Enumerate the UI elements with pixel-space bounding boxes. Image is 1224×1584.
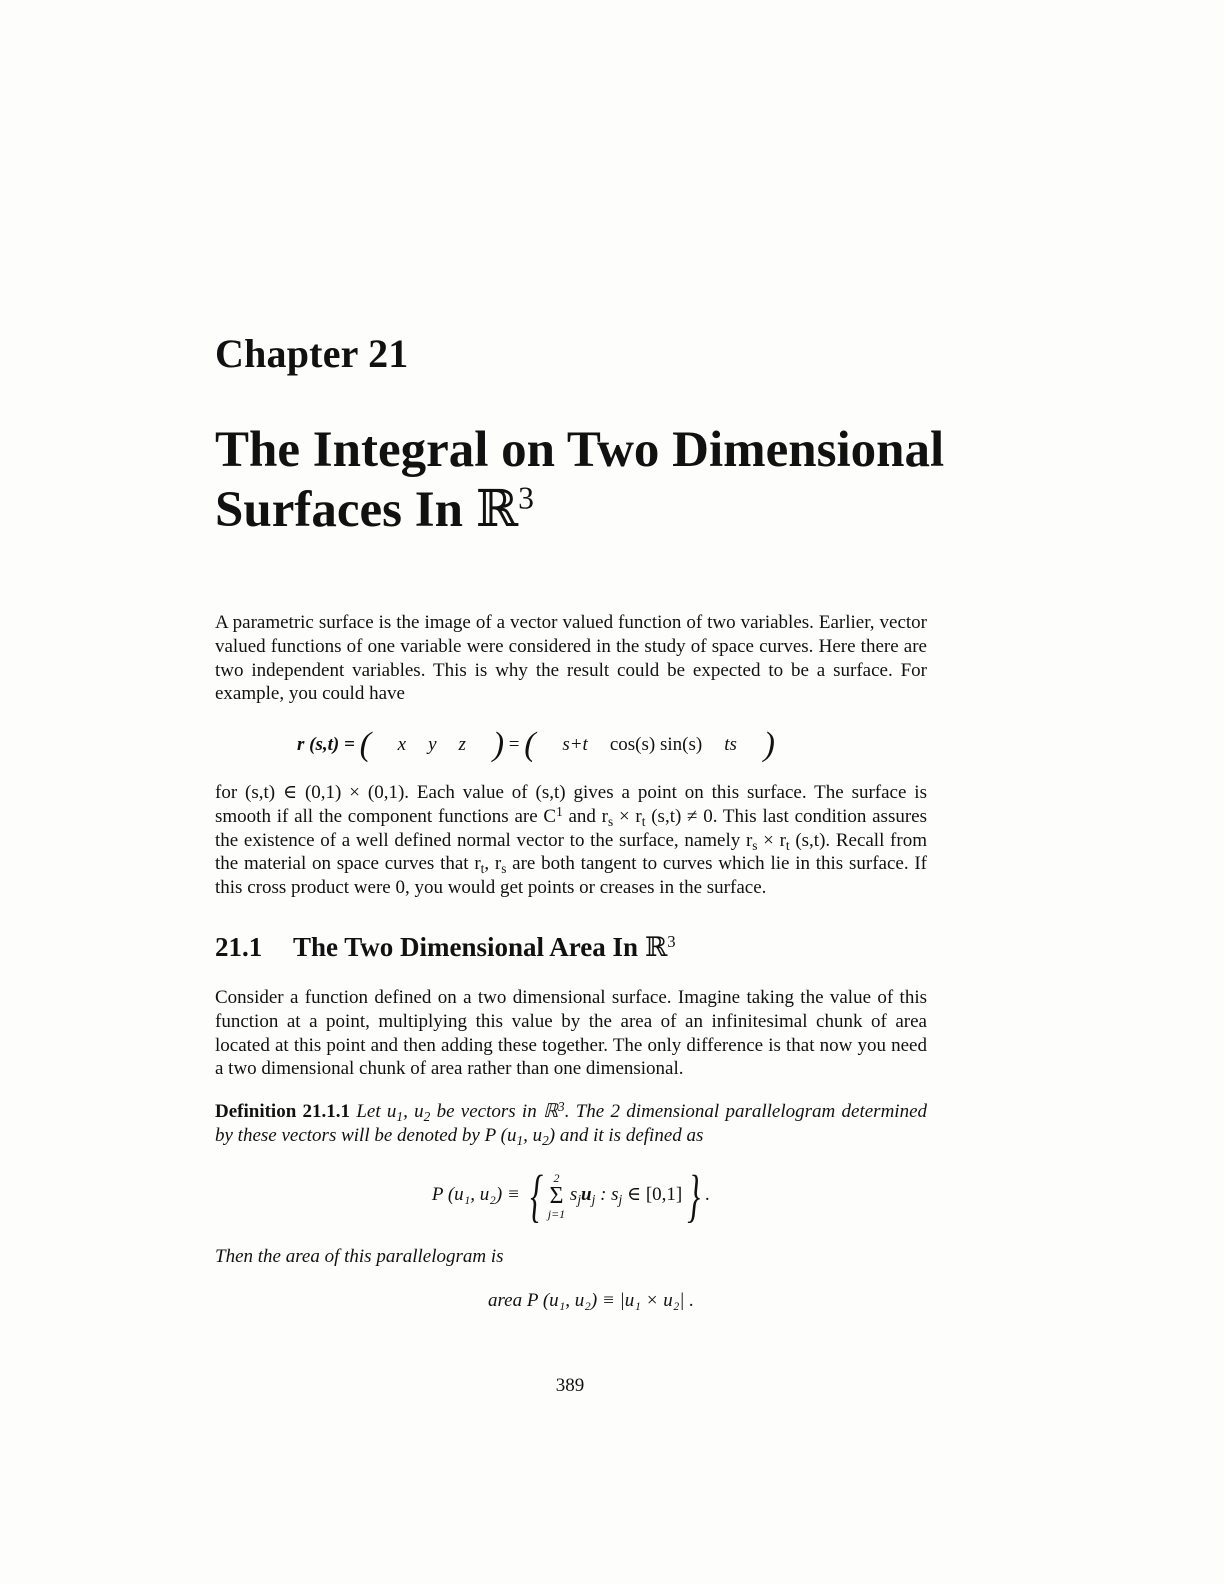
- eq2-end: .: [705, 1183, 711, 1205]
- eq2-body2: u: [581, 1183, 592, 1205]
- eq2-body-sub3: j: [618, 1191, 623, 1207]
- then-text: Then the area of this parallelogram is: [215, 1246, 504, 1267]
- eq2-body-sub2: j: [591, 1191, 596, 1207]
- chapter-label: Chapter 21: [215, 331, 409, 376]
- eq2-body: s: [565, 1183, 578, 1205]
- def-t4: . The 2 dimensional parallelogram determined by these vectors will be denoted by P (u: [215, 1101, 928, 1146]
- def-t5: , u: [523, 1124, 543, 1146]
- eq1-vec2-b: cos(s) sin(s): [609, 734, 703, 755]
- para2-s8: are both tangent to curves which lie in this surface. If this cross product were 0, you would get points or creases in the surface.: [215, 853, 927, 899]
- equation-parametric-surface: r (s,t) = ( x y z ) = ( s+t cos(s) sin(s) ts ): [297, 726, 775, 763]
- intro-paragraph: A parametric surface is the image of a vector valued function of two variables. Earlier, vector valued functions of one variable were considered in the study of space curves. Here there are two independent variables. This is why the result could be expected to be a surface. For example, you could have: [215, 612, 927, 705]
- def-t2: , u: [403, 1101, 424, 1122]
- eq2-body-sub1: j: [577, 1191, 582, 1207]
- eq1-vec1-x: x: [397, 734, 407, 755]
- chapter-title-R: ℝ: [475, 480, 519, 539]
- def-t3: be vectors in ℝ: [430, 1101, 559, 1122]
- para2-s7-sub: s: [501, 861, 507, 877]
- chapter-title: [215, 420, 975, 540]
- eq2-lhs: P (u₁, u₂) ≡: [431, 1183, 525, 1205]
- eq2-sum: 2 Σ j=1: [547, 1170, 566, 1221]
- def-t5-sub: 2: [542, 1132, 549, 1148]
- section-title-R: ℝ: [644, 932, 668, 963]
- def-t1-sub: 1: [396, 1108, 404, 1124]
- chapter-title-line1: The Integral on Two Dimensional: [215, 422, 945, 478]
- def-t2-sub: 2: [423, 1108, 431, 1124]
- eq2-body3: : s: [595, 1183, 619, 1205]
- chapter-title-exp: 3: [518, 480, 534, 516]
- smoothness-paragraph: [215, 781, 927, 900]
- equation-parallelogram: P (u₁, u₂) ≡ { 2 Σ j=1 $s_ju_j$ : $s_j$ ∈ [0,1]} .: [431, 1163, 711, 1228]
- section-title-exp: 3: [667, 931, 676, 951]
- para2-s4: (s,t) ≠ 0. This last condition assures the existence of a well defined normal vector to the surface, namely r: [215, 805, 927, 851]
- section-heading: [215, 932, 676, 963]
- para2-s1: for (s,t) ∈ (0,1) × (0,1). Each value of (s,t) gives a point on this surface. The surface is smooth if all the component functions are C: [215, 782, 927, 827]
- eq1-vec2-c: ts: [724, 734, 737, 755]
- def-t4-sub: 1: [516, 1132, 524, 1148]
- definition-head: Definition 21.1.1: [215, 1101, 351, 1122]
- def-t6: ) and it is defined as: [548, 1124, 704, 1146]
- eq1-lhs: r (s,t) =: [297, 734, 360, 755]
- section-number: 21.1: [215, 932, 263, 962]
- para2-s6-sub: t: [480, 861, 485, 877]
- eq2-sum-top: 2: [553, 1170, 560, 1185]
- para2-s6: (s,t). Recall from the material on space curves that r: [215, 829, 927, 875]
- para2-s2-sub: s: [608, 813, 614, 829]
- page-number: 389: [555, 1375, 585, 1396]
- definition-paragraph: [215, 1100, 927, 1148]
- para2-s3-sub: t: [641, 813, 646, 829]
- eq1-vec1-z: z: [458, 734, 466, 755]
- para2-s1-exp: 1: [556, 803, 563, 819]
- def-t3-exp: 3: [558, 1099, 565, 1115]
- para2-s5: × r: [757, 829, 786, 851]
- para2-s7: , r: [484, 853, 502, 875]
- eq1-vec2-a: s+t: [562, 734, 588, 755]
- area-paragraph: Consider a function defined on a two dimensional surface. Imagine taking the value of this function at a point, multiplying this value by the area of an infinitesimal chunk of area located at this point and then adding these together. The only difference is that now you need a two dimensional chunk of area rather than one dimensional.: [215, 987, 927, 1080]
- para2-s3: × r: [613, 805, 642, 827]
- para2-s2: and r: [562, 805, 609, 827]
- chapter-title-line2: Surfaces In: [215, 482, 476, 538]
- para2-s5-sub: t: [785, 837, 790, 853]
- eq1-mid: =: [504, 734, 525, 755]
- eq2-sum-bottom: j=1: [547, 1206, 566, 1221]
- def-t1: Let u: [350, 1101, 397, 1122]
- section-title: The Two Dimensional Area In: [293, 932, 645, 962]
- equation-area: area P (u₁, u₂) ≡ |u₁ × u₂| .: [487, 1290, 695, 1311]
- para2-s4-sub: s: [752, 837, 758, 853]
- eq1-vec1-y: y: [428, 734, 437, 755]
- eq2-body4: ∈ [0,1]: [622, 1183, 683, 1205]
